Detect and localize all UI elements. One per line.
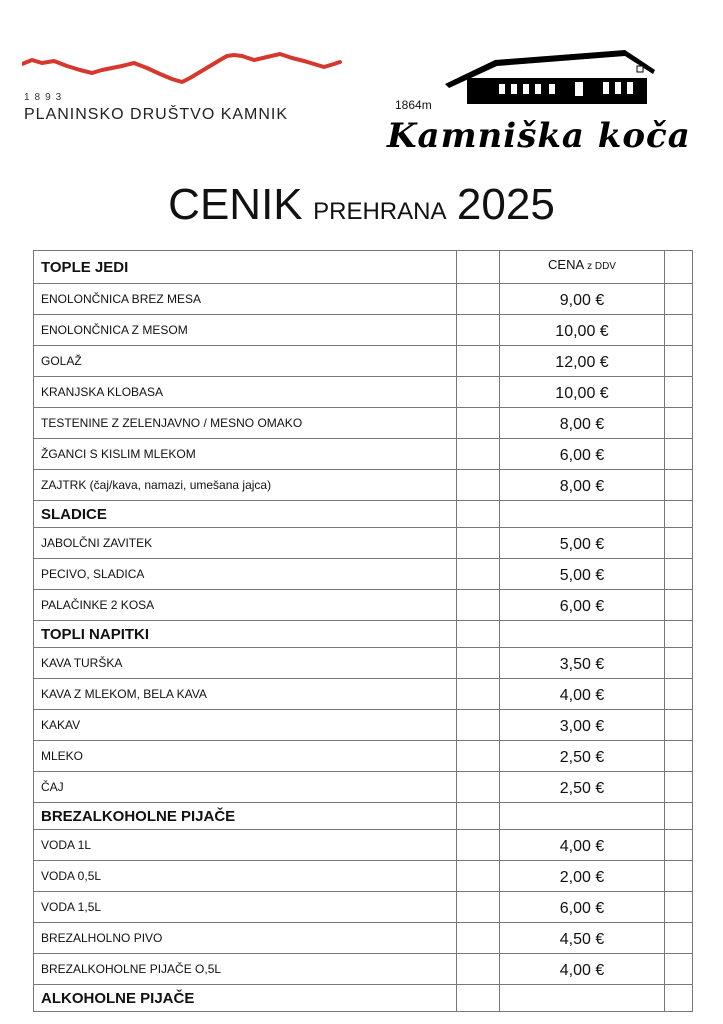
table-row: [34, 772, 693, 803]
category-row: [34, 501, 693, 528]
empty-cell: [457, 710, 500, 741]
empty-cell: [457, 284, 500, 315]
table-row: [34, 528, 693, 559]
table-row: [34, 284, 693, 315]
empty-cell: [457, 501, 500, 528]
empty-cell: [457, 954, 500, 985]
item-price: [500, 985, 665, 1012]
item-price: 5,00 €: [500, 559, 665, 590]
item-price: 2,50 €: [500, 772, 665, 803]
item-name: ŽGANCI S KISLIM MLEKOM: [34, 439, 457, 470]
table-row: [34, 408, 693, 439]
empty-cell: [457, 346, 500, 377]
item-price: 10,00 €: [500, 315, 665, 346]
table-row: [34, 315, 693, 346]
price-header-label: CENA: [548, 257, 584, 272]
item-price: 12,00 €: [500, 346, 665, 377]
item-name: VODA 1,5L: [34, 892, 457, 923]
table-row: [34, 954, 693, 985]
empty-cell: [457, 803, 500, 830]
table-header-row: [34, 251, 693, 284]
mountain-ridge-icon: [22, 46, 342, 86]
club-year: 1893: [24, 92, 67, 103]
hut-building-icon: [425, 48, 665, 108]
empty-cell: [457, 408, 500, 439]
empty-cell: [457, 772, 500, 803]
item-price: [500, 803, 665, 830]
item-name: ENOLONČNICA Z MESOM: [34, 315, 457, 346]
club-name: PLANINSKO DRUŠTVO KAMNIK: [24, 106, 289, 123]
empty-cell: [665, 377, 693, 408]
empty-cell: [665, 923, 693, 954]
empty-cell: [457, 621, 500, 648]
item-name: TESTENINE Z ZELENJAVNO / MESNO OMAKO: [34, 408, 457, 439]
empty-cell: [665, 985, 693, 1012]
item-price: [500, 621, 665, 648]
title-year: 2025: [456, 180, 555, 229]
item-name: GOLAŽ: [34, 346, 457, 377]
table-row: [34, 470, 693, 501]
item-price: 4,00 €: [500, 830, 665, 861]
empty-cell: [457, 892, 500, 923]
empty-cell: [457, 679, 500, 710]
empty-cell: [665, 830, 693, 861]
item-price: 3,50 €: [500, 648, 665, 679]
empty-cell: [665, 501, 693, 528]
empty-cell: [665, 648, 693, 679]
empty-cell: [665, 470, 693, 501]
item-name: KAVA TURŠKA: [34, 648, 457, 679]
table-row: [34, 559, 693, 590]
price-column-header: [500, 251, 665, 284]
item-price: 4,00 €: [500, 679, 665, 710]
item-price: 4,50 €: [500, 923, 665, 954]
empty-cell: [457, 741, 500, 772]
item-name: MLEKO: [34, 741, 457, 772]
price-table: [33, 250, 693, 1012]
empty-cell: [457, 559, 500, 590]
category-title: ALKOHOLNE PIJAČE: [34, 985, 457, 1012]
table-row: [34, 861, 693, 892]
empty-cell: [665, 346, 693, 377]
item-name: PALAČINKE 2 KOSA: [34, 590, 457, 621]
item-price: 9,00 €: [500, 284, 665, 315]
category-row: [34, 621, 693, 648]
empty-cell: [665, 741, 693, 772]
title-sub: PREHRANA: [313, 198, 447, 225]
empty-cell: [665, 803, 693, 830]
title-main: CENIK: [168, 180, 303, 229]
empty-cell: [457, 985, 500, 1012]
hut-name: Kamniška koča: [387, 116, 691, 156]
table-row: [34, 892, 693, 923]
table-row: [34, 648, 693, 679]
empty-cell: [665, 408, 693, 439]
empty-cell: [457, 923, 500, 954]
category-title: SLADICE: [34, 501, 457, 528]
item-price: 6,00 €: [500, 439, 665, 470]
empty-cell: [665, 284, 693, 315]
table-row: [34, 679, 693, 710]
table-row: [34, 377, 693, 408]
club-logo: [22, 46, 342, 136]
empty-cell: [665, 559, 693, 590]
altitude-label: 1864m: [395, 98, 432, 112]
empty-cell: [457, 861, 500, 892]
table-row: [34, 439, 693, 470]
category-row: [34, 985, 693, 1012]
category-row: [34, 803, 693, 830]
empty-cell: [457, 315, 500, 346]
item-name: BREZALKOHOLNE PIJAČE O,5L: [34, 954, 457, 985]
category-title: TOPLE JEDI: [34, 251, 457, 284]
item-price: 8,00 €: [500, 470, 665, 501]
item-name: ZAJTRK (čaj/kava, namazi, umešana jajca): [34, 470, 457, 501]
empty-cell: [665, 439, 693, 470]
empty-cell: [665, 861, 693, 892]
empty-cell: [457, 377, 500, 408]
empty-cell: [665, 892, 693, 923]
empty-cell: [665, 954, 693, 985]
item-name: KRANJSKA KLOBASA: [34, 377, 457, 408]
category-title: BREZALKOHOLNE PIJAČE: [34, 803, 457, 830]
category-title: TOPLI NAPITKI: [34, 621, 457, 648]
empty-cell: [665, 679, 693, 710]
item-price: 6,00 €: [500, 892, 665, 923]
item-price: 2,00 €: [500, 861, 665, 892]
item-name: KAVA Z MLEKOM, BELA KAVA: [34, 679, 457, 710]
item-price: 6,00 €: [500, 590, 665, 621]
item-name: PECIVO, SLADICA: [34, 559, 457, 590]
empty-cell: [457, 648, 500, 679]
table-row: [34, 590, 693, 621]
empty-cell: [665, 590, 693, 621]
empty-cell: [457, 830, 500, 861]
item-price: 8,00 €: [500, 408, 665, 439]
item-price: 4,00 €: [500, 954, 665, 985]
empty-cell: [457, 470, 500, 501]
table-row: [34, 741, 693, 772]
table-row: [34, 923, 693, 954]
table-row: [34, 710, 693, 741]
item-name: VODA 0,5L: [34, 861, 457, 892]
item-name: KAKAV: [34, 710, 457, 741]
empty-cell: [457, 590, 500, 621]
item-name: ČAJ: [34, 772, 457, 803]
item-price: 5,00 €: [500, 528, 665, 559]
empty-cell: [665, 710, 693, 741]
empty-cell: [665, 772, 693, 803]
item-price: 10,00 €: [500, 377, 665, 408]
empty-cell: [457, 251, 500, 284]
empty-cell: [665, 621, 693, 648]
item-name: ENOLONČNICA BREZ MESA: [34, 284, 457, 315]
item-price: 2,50 €: [500, 741, 665, 772]
empty-cell: [665, 528, 693, 559]
empty-cell: [665, 315, 693, 346]
item-name: VODA 1L: [34, 830, 457, 861]
empty-cell: [665, 251, 693, 284]
table-row: [34, 346, 693, 377]
empty-cell: [457, 439, 500, 470]
table-row: [34, 830, 693, 861]
item-price: 3,00 €: [500, 710, 665, 741]
price-header-suffix: z DDV: [587, 261, 616, 272]
item-name: JABOLČNI ZAVITEK: [34, 528, 457, 559]
hut-logo: [385, 48, 691, 158]
empty-cell: [457, 528, 500, 559]
page-title: [0, 180, 723, 230]
item-name: BREZALHOLNO PIVO: [34, 923, 457, 954]
item-price: [500, 501, 665, 528]
